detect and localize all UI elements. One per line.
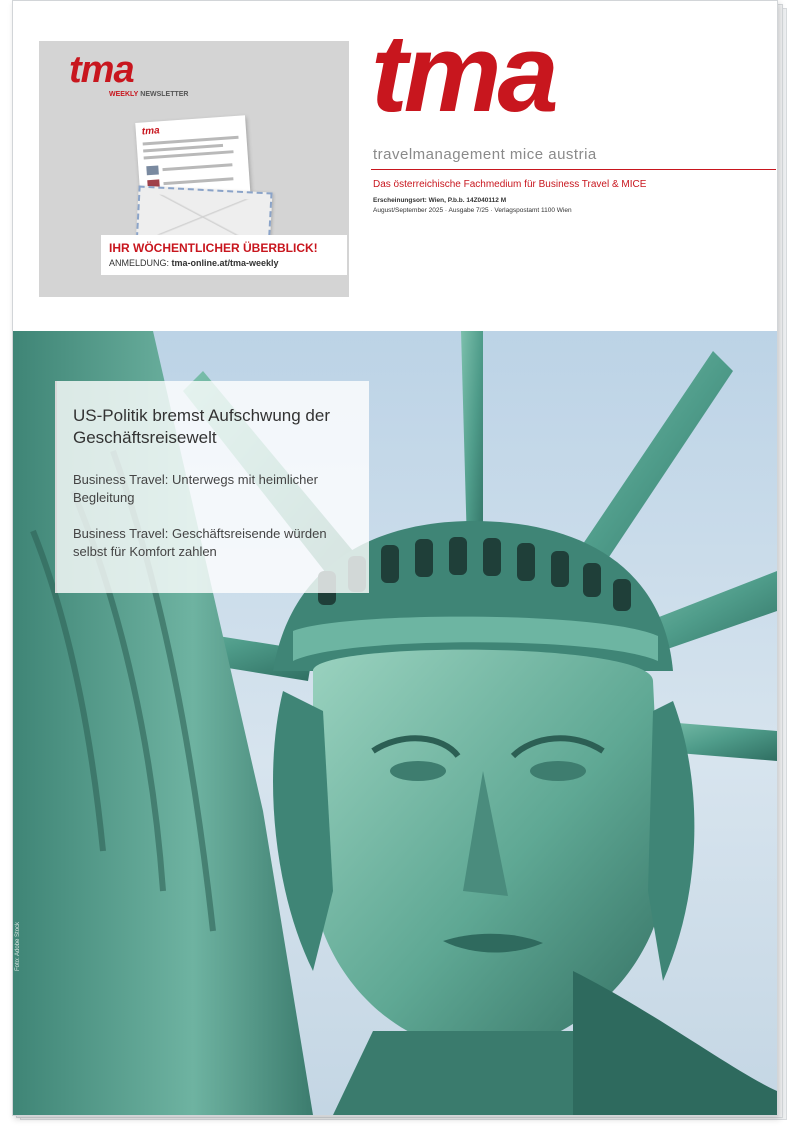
newsletter-logo: tma [69, 49, 134, 91]
right-eye [530, 761, 586, 781]
cover-teaser-1: Business Travel: Unterwegs mit heimlicher Begleitung [73, 472, 318, 505]
masthead-divider [371, 169, 776, 170]
register-label: ANMELDUNG: [109, 258, 170, 268]
masthead-tagline: travelmanagement mice austria [373, 146, 597, 163]
masthead-info-line: Erscheinungsort: Wien, P.b.b. 14Z040112 M [373, 197, 507, 204]
cover-photo [13, 331, 777, 1115]
headline-panel [55, 381, 369, 593]
masthead-logo: tma [371, 12, 555, 135]
masthead-subtitle: Das österreichische Fachmedium für Business Travel & MICE [373, 179, 647, 190]
newsletter-mini-logo: tma [141, 125, 161, 138]
preview-line [162, 163, 232, 171]
cover-headline: US-Politik bremst Aufschwung der Geschäftsreisewelt [73, 406, 330, 447]
preview-block [146, 165, 159, 175]
newsletter-register [109, 258, 339, 268]
preview-line [163, 177, 233, 185]
magazine-cover [12, 0, 778, 1116]
shoulder [573, 971, 777, 1115]
photo-credit: Foto: Adobe Stock [15, 921, 21, 971]
masthead-issue-line: August/September 2025 · Ausgabe 7/25 · Verlagspostamt 1100 Wien [373, 207, 572, 214]
newsletter-label: NEWSLETTER [140, 91, 189, 98]
newsletter-ad[interactable] [39, 41, 349, 297]
newsletter-weekly: WEEKLY [109, 91, 139, 98]
register-link[interactable]: tma-online.at/tma-weekly [171, 258, 279, 268]
preview-line [144, 150, 234, 159]
newsletter-headline: IHR WÖCHENTLICHER ÜBERBLICK! [109, 241, 318, 255]
newsletter-label-box [101, 235, 347, 275]
cover-teaser-2: Business Travel: Geschäftsreisende würden selbst für Komfort zahlen [73, 526, 327, 559]
newsletter-sublabel [109, 91, 189, 98]
left-eye [390, 761, 446, 781]
preview-line [143, 136, 239, 146]
